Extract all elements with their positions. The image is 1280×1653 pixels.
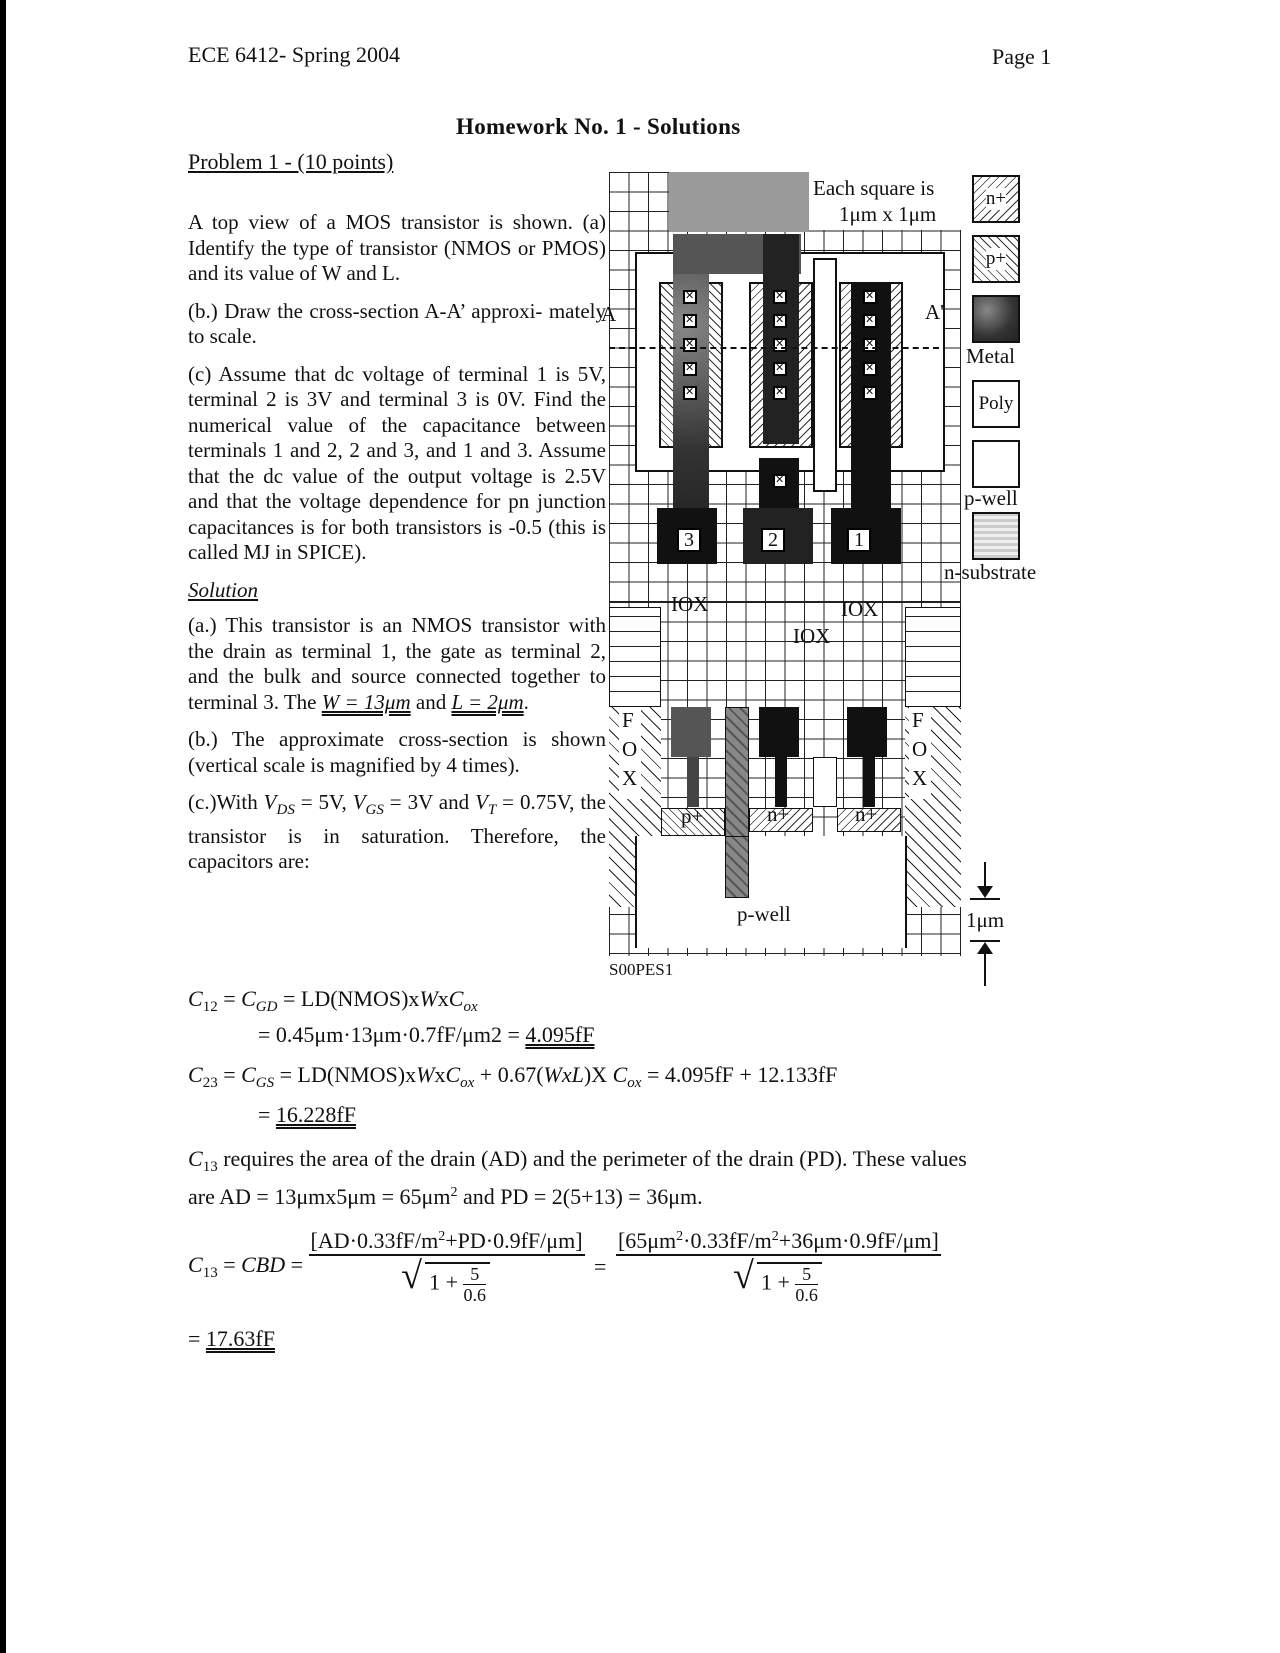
- var-c: C: [241, 1062, 256, 1087]
- eq-text: 1 +: [760, 1269, 796, 1295]
- var-c: C: [448, 986, 464, 1011]
- terminal-3-label: 3: [677, 528, 701, 552]
- contact-icon: [683, 338, 697, 352]
- c13-description: [188, 1146, 967, 1176]
- equation-c12-value: [258, 1022, 594, 1048]
- eq-text: x: [434, 1062, 446, 1087]
- contact-icon: [863, 338, 877, 352]
- via: [687, 757, 699, 807]
- equation-c13: [188, 1228, 941, 1305]
- via: [863, 757, 875, 807]
- fox-left-label: [622, 706, 637, 793]
- equals: =: [217, 1062, 242, 1087]
- legend-p-plus: [972, 235, 1020, 283]
- fox-letter: F: [912, 708, 924, 732]
- sqrt: [425, 1262, 490, 1305]
- var-v: V: [352, 790, 366, 814]
- var-w: W: [419, 986, 438, 1011]
- legend-metal-label: Metal: [966, 344, 1015, 368]
- p-well-label: p-well: [737, 902, 791, 926]
- equals: =: [217, 986, 242, 1011]
- answer-w: W = 13μm: [321, 689, 411, 714]
- contact-icon: [773, 314, 787, 328]
- var-c: C: [241, 986, 256, 1011]
- section-line-a-a: [609, 347, 939, 349]
- metal-contact: [847, 707, 887, 757]
- sub-ox: ox: [460, 1075, 475, 1091]
- legend-poly: [972, 380, 1020, 428]
- eq-text: +36μm·0.9fF/μm]: [778, 1228, 939, 1253]
- substrate-tap-lower: [725, 836, 749, 898]
- contact-icon: [773, 362, 787, 376]
- legend-substrate-label: n-substrate: [944, 560, 1037, 584]
- eq-text: = LD(NMOS)x: [274, 1062, 417, 1087]
- metal-contact: [671, 707, 711, 757]
- contact-icon: [863, 314, 877, 328]
- metal-contact: [759, 707, 799, 757]
- fraction-numeric: [616, 1228, 941, 1305]
- contact-icon: [863, 386, 877, 400]
- scan-border: [0, 0, 6, 1653]
- legend-n-plus: [972, 175, 1020, 223]
- eq-text: + 0.67(: [474, 1062, 544, 1087]
- superscript: 2: [438, 1229, 446, 1244]
- iox-block: [609, 607, 661, 707]
- eq-text: = 4.095fF + 12.133fF: [641, 1062, 838, 1087]
- answer-l: L = 2μm: [451, 689, 524, 714]
- via: [775, 757, 787, 807]
- result-c13: 17.63fF: [205, 1326, 275, 1351]
- scale-note-line2: 1μm x 1μm: [839, 202, 937, 226]
- sub-gs: GS: [365, 802, 384, 818]
- iox-label: IOX: [793, 624, 831, 648]
- legend-substrate-swatch: [972, 512, 1020, 560]
- poly-gate-section: [813, 757, 837, 807]
- var-v: V: [263, 790, 277, 814]
- legend-metal-swatch: [972, 295, 1020, 343]
- solution-part-c: [188, 790, 606, 875]
- equals: =: [594, 1253, 607, 1279]
- problem-part-a: A top view of a MOS transistor is shown. (a) Identify the type of transistor (NMOS or PMOS) and its value of W and L.: [188, 210, 606, 285]
- section-label-a-prime: A': [925, 300, 944, 324]
- sub-gs: GS: [255, 1075, 275, 1091]
- metal-strip: [669, 172, 809, 232]
- eq-text: are AD = 13μmx5μm = 65μm: [188, 1184, 451, 1209]
- scale-note: [809, 172, 961, 230]
- eq-text: x: [437, 986, 449, 1011]
- denominator: [616, 1256, 941, 1305]
- eq-text: 1 +: [429, 1269, 464, 1295]
- superscript: 2: [771, 1229, 779, 1244]
- eq-text: ·0.33fF/m: [683, 1228, 772, 1253]
- equation-c12: [188, 986, 478, 1016]
- problem-text: [188, 210, 606, 887]
- transistor-figure: [601, 172, 961, 956]
- var-c: C: [188, 1146, 203, 1171]
- equation-c23-value: [258, 1102, 356, 1128]
- eq-text: =: [258, 1102, 276, 1127]
- fox-letter: O: [622, 737, 638, 761]
- eq-text: 0.6: [463, 1285, 486, 1305]
- contact-icon: [773, 474, 787, 488]
- sqrt: [757, 1262, 822, 1305]
- fraction-symbolic: [309, 1228, 585, 1305]
- fox-letter: O: [912, 737, 928, 761]
- problem-part-b: (b.) Draw the cross-section A-A’ approxi- mately to scale.: [188, 298, 606, 348]
- equation-c13-value: [188, 1326, 275, 1352]
- equation-c23: [188, 1062, 837, 1092]
- scale-bar-label: 1μm: [966, 908, 1005, 932]
- eq-text: 5: [795, 1264, 818, 1285]
- eq-text: = LD(NMOS)x: [277, 986, 420, 1011]
- fox-letter: X: [912, 766, 928, 790]
- eq-text: = 0.45μm·13μm·0.7fF/μm2 =: [258, 1022, 526, 1047]
- section-label-a: A: [601, 302, 617, 326]
- problem-part-c: (c) Assume that dc voltage of terminal 1 is 5V, terminal 2 is 3V and terminal 3 is 0V. Find the numerical value of the capacitance between terminals 1 and 2, 2 and 3, and 1 and 3. Assume that the dc value of the output voltage is 2.5V and that the voltage dependence for pn junction capacitances is for both transistors is -0.5 (this is called MJ in SPICE).: [188, 361, 606, 564]
- eq-text: 5: [463, 1264, 486, 1285]
- iox-label: IOX: [841, 597, 879, 621]
- var-c: C: [188, 1062, 203, 1087]
- eq-text: [AD·0.33fF/m: [310, 1228, 439, 1253]
- solution-a-text: (a.) This transistor is an NMOS transistor with the drain as terminal 1, the gate as terminal 2, and the bulk and source connected together to terminal 3. The: [188, 613, 606, 714]
- solution-part-b: (b.) The approximate cross-section is shown (vertical scale is magnified by 4 times).: [188, 727, 606, 777]
- metal-terminal-3: [673, 234, 709, 534]
- eq-text: 0.6: [795, 1285, 818, 1305]
- contact-icon: [773, 386, 787, 400]
- numerator: [616, 1228, 941, 1256]
- var-c: C: [188, 986, 203, 1011]
- denominator: [309, 1256, 585, 1305]
- solution-a-and: and: [410, 689, 452, 714]
- sub-ox: ox: [627, 1075, 642, 1091]
- sub-t: T: [487, 802, 497, 818]
- vgs-value: = 3V and: [383, 790, 476, 814]
- sub-ds: DS: [276, 802, 295, 818]
- problem-heading: Problem 1 - (10 points): [188, 149, 394, 174]
- p-plus-label: p+: [681, 804, 704, 828]
- c13-ad-pd: [188, 1184, 703, 1210]
- vt-value: = 0.75V, the transistor is in saturation. Therefore, the capacitors are:: [188, 790, 606, 873]
- var-c: C: [445, 1062, 461, 1087]
- terminal-1-label: 1: [847, 528, 871, 552]
- fox-right-label: [912, 706, 927, 793]
- p-well-region: [635, 836, 907, 948]
- sub-12: 12: [202, 999, 218, 1015]
- iox-block: [905, 607, 961, 707]
- result-c12: 4.095fF: [525, 1022, 595, 1047]
- contact-icon: [683, 290, 697, 304]
- contact-icon: [863, 290, 877, 304]
- sub-ox: ox: [463, 999, 478, 1015]
- vds-value: = 5V,: [294, 790, 353, 814]
- numerator: [309, 1228, 585, 1256]
- terminal-2-label: 2: [761, 528, 785, 552]
- solution-a-end: .: [523, 689, 529, 714]
- n-plus-label: n+: [855, 802, 878, 826]
- contact-icon: [683, 314, 697, 328]
- mini-fraction: [795, 1264, 818, 1305]
- var-c: C: [188, 1251, 203, 1277]
- var-w: W: [416, 1062, 435, 1087]
- eq-text: requires the area of the drain (AD) and the perimeter of the drain (PD). These values: [217, 1146, 967, 1171]
- contact-icon: [683, 386, 697, 400]
- legend-p-well-swatch: [972, 440, 1020, 488]
- eq-text: [65μm: [617, 1228, 677, 1253]
- contact-icon: [683, 362, 697, 376]
- solution-part-a: [188, 613, 606, 715]
- solution-heading: Solution: [188, 577, 259, 602]
- var-c: C: [612, 1062, 628, 1087]
- contact-icon: [773, 290, 787, 304]
- mini-fraction: [463, 1264, 486, 1305]
- legend-p-well-label: p-well: [964, 486, 1018, 510]
- contact-icon: [863, 362, 877, 376]
- page-number: Page 1: [992, 44, 1052, 69]
- arrow-down-icon: [977, 886, 993, 898]
- iox-label: IOX: [671, 592, 709, 616]
- eq-text: =: [188, 1326, 206, 1351]
- var-v: V: [475, 790, 488, 814]
- sub-13: 13: [202, 1159, 218, 1175]
- superscript: 2: [450, 1185, 458, 1200]
- scale-note-line1: Each square is: [813, 176, 935, 200]
- sub-23: 23: [202, 1075, 218, 1091]
- solution-c-prefix: (c.)With: [188, 790, 264, 814]
- course-header: ECE 6412- Spring 2004: [188, 42, 401, 67]
- eq-text: )X: [583, 1062, 613, 1087]
- equals: =: [217, 1251, 242, 1277]
- fox-letter: X: [622, 766, 638, 790]
- scale-tick: [970, 898, 1000, 900]
- superscript: 2: [676, 1229, 684, 1244]
- n-plus-label: n+: [767, 802, 790, 826]
- legend-p-plus-label: p+: [985, 248, 1007, 269]
- eq-text: and PD = 2(5+13) = 36μm.: [457, 1184, 703, 1209]
- eq-text: +PD·0.9fF/μm]: [445, 1228, 583, 1253]
- fox-letter: F: [622, 708, 634, 732]
- legend-poly-label: Poly: [978, 393, 1014, 414]
- sub-13: 13: [202, 1264, 218, 1281]
- legend-n-plus-label: n+: [985, 188, 1007, 209]
- equals: =: [285, 1251, 304, 1277]
- scale-arrow-up: [984, 952, 986, 986]
- sub-gd: GD: [255, 999, 278, 1015]
- figure-id: S00PES1: [609, 960, 674, 979]
- var-wl: WxL: [543, 1062, 584, 1087]
- contact-icon: [773, 338, 787, 352]
- page-title: Homework No. 1 - Solutions: [456, 114, 741, 139]
- var-cbd: CBD: [241, 1251, 286, 1277]
- poly-gate: [813, 258, 837, 492]
- result-c23: 16.228fF: [275, 1102, 356, 1127]
